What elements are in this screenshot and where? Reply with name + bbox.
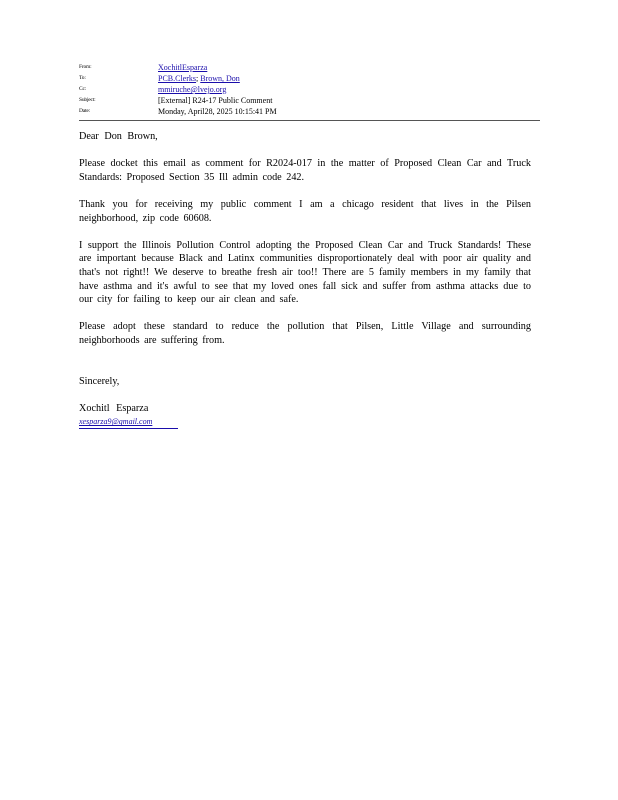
cc-label: Cc: xyxy=(79,86,87,92)
greeting: Dear Don Brown, xyxy=(79,131,158,142)
spacer xyxy=(79,361,531,375)
cc-row xyxy=(79,84,549,95)
date-row xyxy=(79,106,549,117)
signer-name: Xochitl Esparza xyxy=(79,402,149,414)
to-value xyxy=(158,73,549,84)
to-recipient-link-1[interactable]: PCB.Clerks xyxy=(158,74,197,83)
paragraph-3: I support the Illinois Pollution Control adopting the Proposed Clean Car and Truck Standards! These are important because Black and Latinx communities disproportionately deal with poor air quality and that's not right!! We deserve to breathe fresh air too!! There are 5 family members in my family that have asthma and it's awful to see that my loved ones fall sick and suffer from asthma attacks due to our city for failing to keep our air clean and safe. xyxy=(79,239,531,306)
date-value: Monday, April28, 2025 10:15:41 PM xyxy=(158,107,277,116)
cc-recipient-link[interactable]: mmiruche@lvejo.org xyxy=(158,85,227,94)
email-header xyxy=(79,62,549,117)
to-label: To: xyxy=(79,75,86,81)
subject-label: Subject: xyxy=(79,97,96,103)
header-divider xyxy=(79,120,540,121)
cc-value xyxy=(158,84,549,95)
from-value xyxy=(158,62,549,73)
paragraph-4: Please adopt these standard to reduce the pollution that Pilsen, Little Village and surrounding neighborhoods are suffering from. xyxy=(79,321,531,346)
to-row xyxy=(79,73,549,84)
from-row xyxy=(79,62,549,73)
from-sender-link[interactable]: XochitlEsparza xyxy=(158,63,208,72)
from-label: From: xyxy=(79,64,92,70)
to-separator: ; xyxy=(196,74,201,83)
closing: Sincerely, xyxy=(79,375,120,387)
subject-value: [External] R24-17 Public Comment xyxy=(158,96,273,105)
email-body xyxy=(79,130,531,429)
subject-row xyxy=(79,95,549,106)
date-label: Date: xyxy=(79,108,90,114)
to-recipient-link-2[interactable]: Brown, Don xyxy=(200,74,240,83)
signer-email-link[interactable]: xesparza9@gmail.com xyxy=(79,416,178,429)
paragraph-2: Thank you for receiving my public comment I am a chicago resident that lives in the Pilsen neighborhood, zip code 60608. xyxy=(79,198,531,224)
paragraph-1: Please docket this email as comment for R2024-017 in the matter of Proposed Clean Car and Truck Standards: Proposed Section 35 Ill admin code 242. xyxy=(79,158,531,183)
